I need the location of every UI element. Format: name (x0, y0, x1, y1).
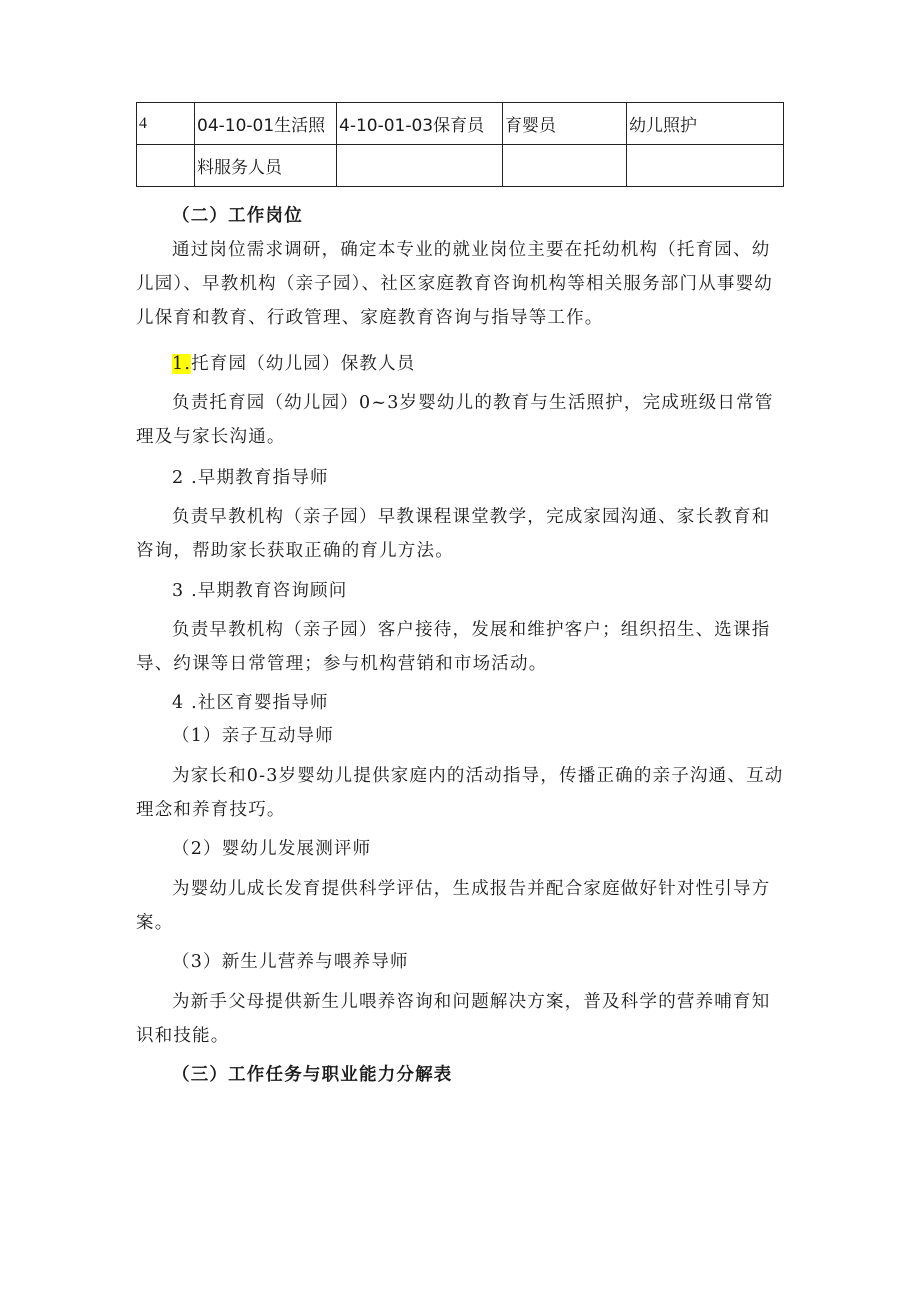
highlight-marker: 1. (172, 354, 192, 374)
table-cell: 料服务人员 (195, 145, 337, 187)
table-cell (503, 145, 627, 187)
table-cell (137, 145, 195, 187)
position-1-label: 托育园（幼儿园）保教人员 (191, 354, 416, 374)
position-3-desc: 负责早教机构（亲子园）客户接待，发展和维护客户；组织招生、选课指导、约课等日常管理；参与机构营销和市场活动。 (136, 620, 771, 674)
position-3-title: 3 .早期教育咨询顾问 (172, 581, 348, 601)
table-cell: 04-10-01生活照 (195, 103, 337, 145)
section-3-heading: （三）工作任务与职业能力分解表 (172, 1065, 453, 1085)
subrole-3-title: （3）新生儿营养与喂养导师 (172, 952, 409, 972)
table-row (137, 145, 784, 187)
table-cell: 4-10-01-03保育员 (337, 103, 503, 145)
table-cell: 幼儿照护 (627, 103, 784, 145)
intro-paragraph: 通过岗位需求调研，确定本专业的就业岗位主要在托幼机构（托育园、幼儿园）、早教机构（亲子园）、社区家庭教育咨询机构等相关服务部门从事婴幼儿保育和教育、行政管理、家庭教育咨询与指导等工作。 (136, 240, 773, 328)
table-row (137, 103, 784, 145)
subrole-1-desc: 为家长和0-3岁婴幼儿提供家庭内的活动指导，传播正确的亲子沟通、互动理念和养育技巧。 (136, 766, 784, 820)
position-2-title: 2 .早期教育指导师 (172, 468, 329, 488)
work-positions-heading: （二）工作岗位 (172, 206, 303, 226)
subrole-3-desc: 为新手父母提供新生儿喂养咨询和问题解决方案，普及科学的营养哺育知识和技能。 (136, 992, 771, 1046)
position-2-desc: 负责早教机构（亲子园）早教课程课堂教学，完成家园沟通、家长教育和咨询，帮助家长获取正确的育儿方法。 (136, 507, 771, 561)
subrole-2-desc: 为婴幼儿成长发育提供科学评估，生成报告并配合家庭做好针对性引导方案。 (136, 879, 771, 933)
table-cell (627, 145, 784, 187)
position-1-desc: 负责托育园（幼儿园）0~3岁婴幼儿的教育与生活照护，完成班级日常管理及与家长沟通。 (136, 393, 774, 447)
occupation-table (136, 102, 784, 187)
position-1-title (172, 347, 822, 381)
table-cell (337, 145, 503, 187)
position-4-title: 4 .社区育婴指导师 (172, 693, 329, 713)
table-cell: 4 (137, 103, 195, 145)
table-cell: 育婴员 (503, 103, 627, 145)
subrole-2-title: （2）婴幼儿发展测评师 (172, 839, 372, 859)
subrole-1-title: （1）亲子互动导师 (172, 726, 334, 746)
